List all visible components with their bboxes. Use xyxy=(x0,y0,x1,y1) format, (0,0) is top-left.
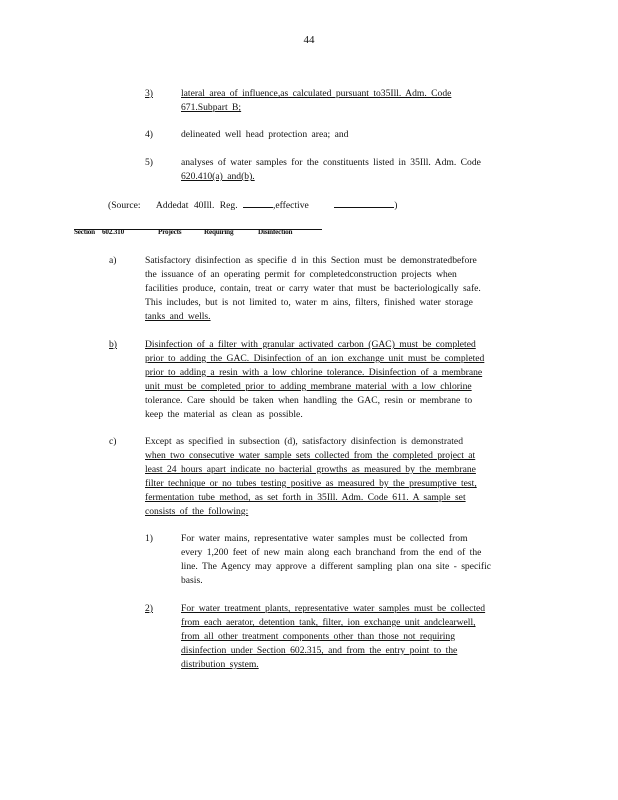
section-title-word: Requiring xyxy=(204,228,234,236)
list-text-line: analyses of water samples for the constituents listed in 35Ill. Adm. Code xyxy=(181,157,481,168)
paragraph-line: Satisfactory disinfection as specifie d in this Section must be demonstratedbefore xyxy=(145,255,477,266)
paragraph-line: when two consecutive water sample sets collected from the completed project at xyxy=(145,450,476,461)
paragraph-line: For water mains, representative water samples must be collected from xyxy=(181,533,468,544)
paragraph-line: from each aerator, detention tank, filter, ion exchange unit andclearwell, xyxy=(181,617,476,628)
section-heading xyxy=(74,228,322,236)
paragraph-line: tolerance. Care should be taken when handling the GAC, resin or membrane to xyxy=(145,395,473,406)
list-marker: 4) xyxy=(145,129,153,140)
subsection-marker: b) xyxy=(109,339,117,350)
source-suffix: ) xyxy=(394,200,398,211)
list-text-line: delineated well head protection area; and xyxy=(181,129,349,140)
list-text-line: lateral area of influence,as calculated pursuant to35Ill. Adm. Code xyxy=(181,88,452,99)
paragraph-line: prior to adding a resin with a low chlorine tolerance. Disinfection of a membrane xyxy=(145,367,483,378)
blank-line xyxy=(243,198,273,208)
section-word: Section xyxy=(74,228,95,236)
paragraph-line: fermentation tube method, as set forth in 35Ill. Adm. Code 611. A sample set xyxy=(145,492,466,503)
paragraph-line: Except as specified in subsection (d), satisfactory disinfection is demonstrated xyxy=(145,436,463,447)
paragraph-line: consists of the following: xyxy=(145,506,249,517)
list-text-line: 620.410(a) and(b). xyxy=(181,171,255,182)
paragraph-line: filter technique or no tubes testing positive as measured by the presumptive test, xyxy=(145,478,477,489)
subsection-marker: a) xyxy=(109,255,117,266)
page-number: 44 xyxy=(303,34,315,46)
paragraph-line: Disinfection of a filter with granular activated carbon (GAC) must be completed xyxy=(145,339,476,350)
list-text-line: 671.Subpart B; xyxy=(181,102,242,113)
source-note xyxy=(108,198,397,211)
paragraph-line: disinfection under Section 602.315, and from the entry point to the xyxy=(181,645,458,656)
paragraph-line: distribution system. xyxy=(181,659,259,670)
paragraph-line: unit must be completed prior to adding membrane material with a low chlorine xyxy=(145,381,472,392)
paragraph-line: facilities produce, contain, treat or carry water that must be bacteriologically safe. xyxy=(145,283,481,294)
subsection-marker: 1) xyxy=(145,533,153,544)
paragraph-line: For water treatment plants, representative water samples must be collected xyxy=(181,603,486,614)
paragraph-line: from all other treatment components other than those not requiring xyxy=(181,631,456,642)
paragraph-line: tanks and wells. xyxy=(145,311,211,322)
paragraph-line: basis. xyxy=(181,575,203,586)
list-marker: 5) xyxy=(145,157,153,168)
source-effective: ,effective xyxy=(273,200,309,211)
subsection-marker: 2) xyxy=(145,603,153,614)
subsection-marker: c) xyxy=(109,436,117,447)
blank-line xyxy=(334,198,394,208)
paragraph-line: keep the material as clean as possible. xyxy=(145,409,303,420)
section-number: 602.310 xyxy=(102,228,124,236)
source-prefix: (Source: xyxy=(108,200,141,211)
paragraph-line: line. The Agency may approve a different sampling plan ona site - specific xyxy=(181,561,492,572)
paragraph-line: least 24 hours apart indicate no bacterial growths as measured by the membrane xyxy=(145,464,476,475)
paragraph-line: the issuance of an operating permit for completedconstruction projects when xyxy=(145,269,457,280)
list-marker: 3) xyxy=(145,88,153,99)
section-title-word: Disinfection xyxy=(258,228,293,236)
paragraph-line: every 1,200 feet of new main along each branchand from the end of the xyxy=(181,547,482,558)
section-title-word: Projects xyxy=(158,228,182,236)
paragraph-line: This includes, but is not limited to, water m ains, filters, finished water storage xyxy=(145,297,473,308)
paragraph-line: prior to adding the GAC. Disinfection of an ion exchange unit must be completed xyxy=(145,353,485,364)
source-text: Addedat 40Ill. Reg. xyxy=(155,200,238,211)
